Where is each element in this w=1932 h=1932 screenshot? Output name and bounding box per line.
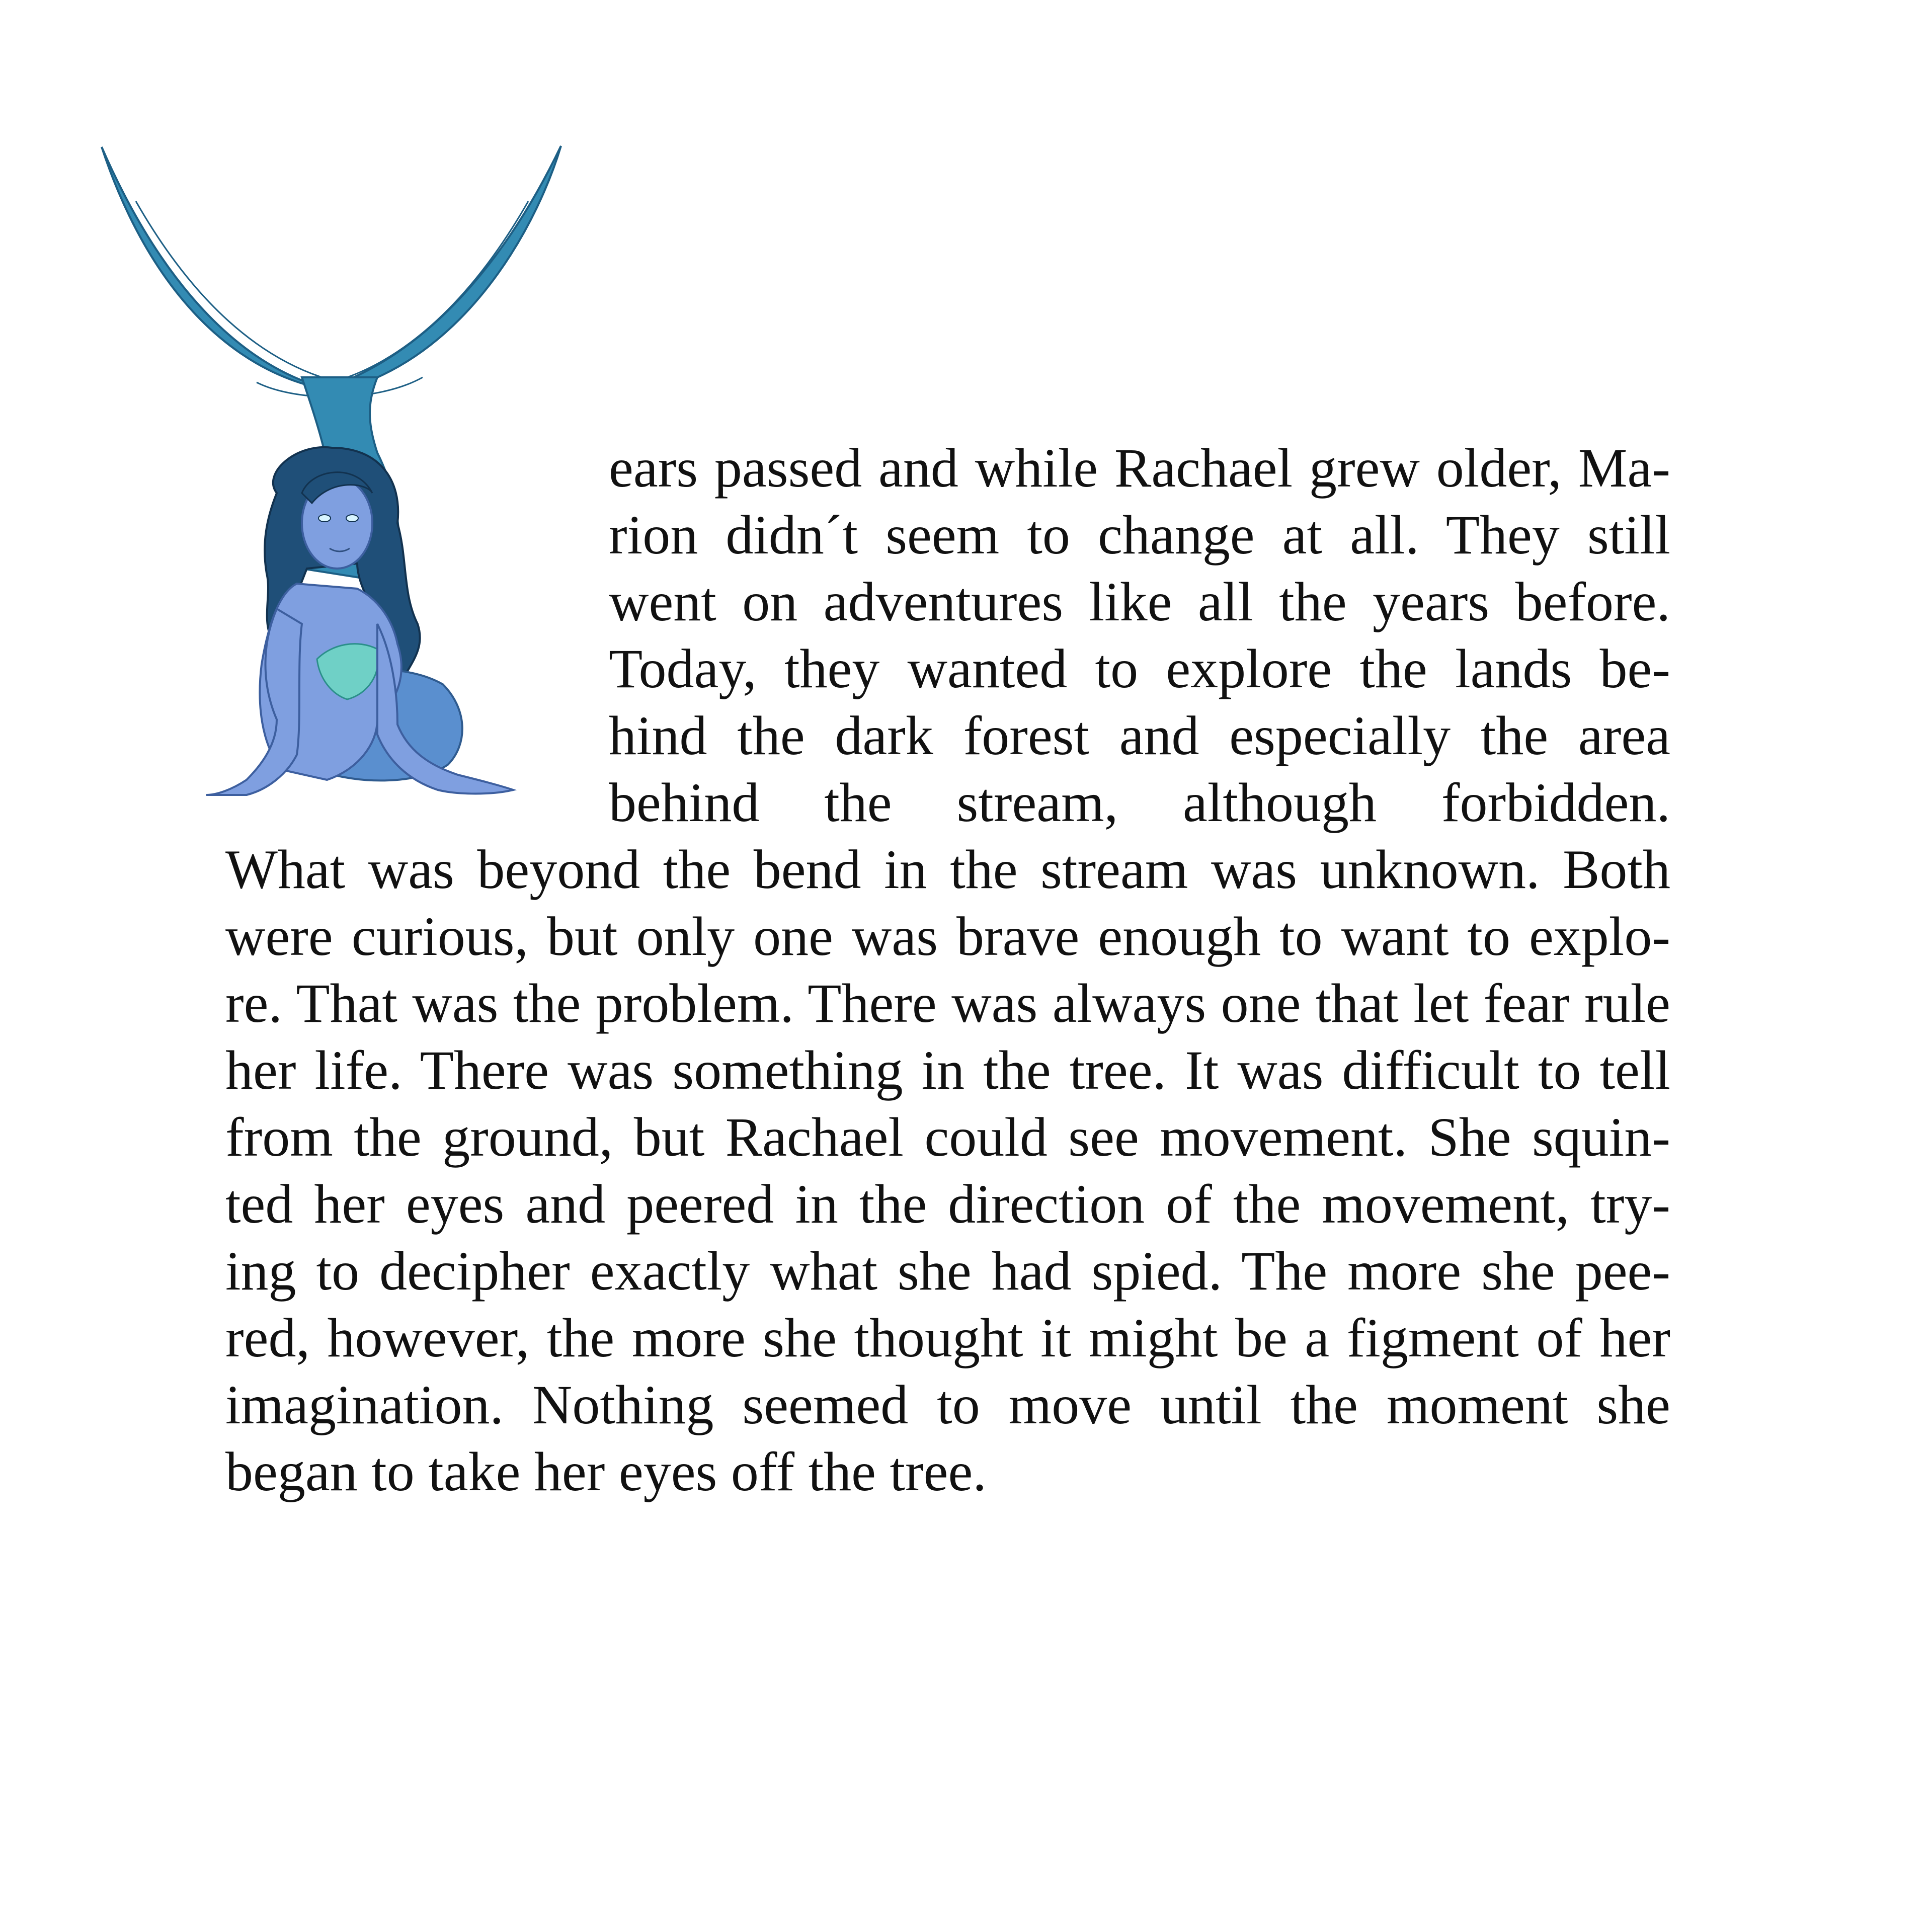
story-line: from the ground, but Rachael could see movement. She squin- <box>225 1107 1670 1168</box>
story-line: re. That was the problem. There was always one that let fear rule <box>225 973 1670 1034</box>
story-line: hind the dark forest and especially the area <box>609 705 1670 766</box>
story-line: rion didn´t seem to change at all. They still <box>609 505 1670 566</box>
story-line: behind the stream, although forbidden. <box>609 772 1670 833</box>
story-line: What was beyond the bend in the stream was unknown. Both <box>225 839 1670 900</box>
story-line: Today, they wanted to explore the lands be- <box>609 638 1670 699</box>
story-line: ears passed and while Rachael grew older, Ma- <box>609 438 1670 499</box>
story-line: imagination. Nothing seemed to move until the moment she <box>225 1375 1670 1435</box>
story-line: her life. There was something in the tree. It was difficult to tell <box>225 1040 1670 1101</box>
story-line: red, however, the more she thought it might be a figment of her <box>225 1308 1670 1369</box>
story-line: were curious, but only one was brave enough to want to explo- <box>225 906 1670 967</box>
story-line: ted her eyes and peered in the direction of the movement, try- <box>225 1174 1670 1235</box>
story-line: began to take her eyes off the tree. <box>225 1441 987 1502</box>
story-line: went on adventures like all the years before. <box>609 572 1670 632</box>
story-line: ing to decipher exactly what she had spied. The more she pee- <box>225 1241 1670 1302</box>
